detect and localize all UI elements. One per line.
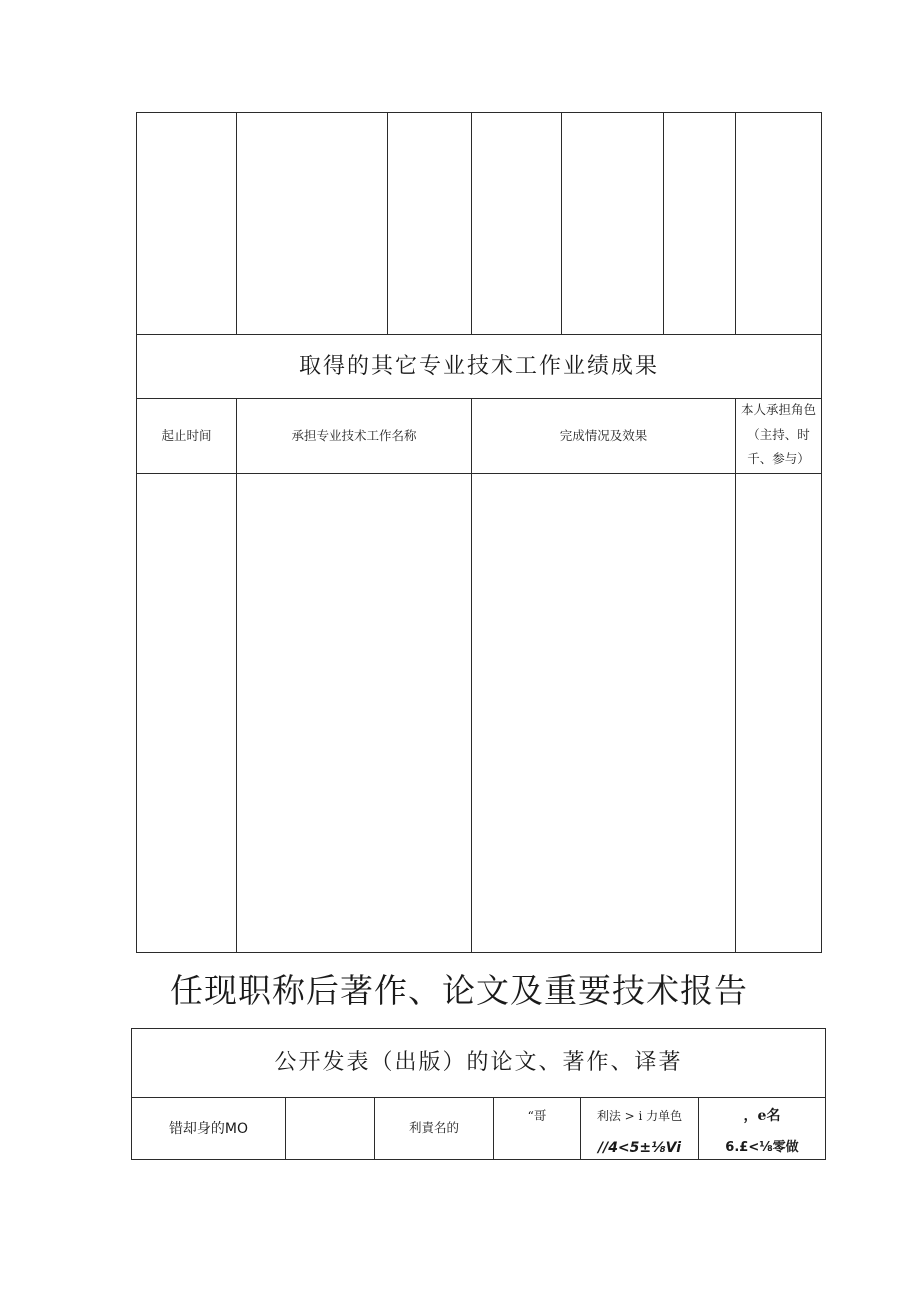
table-border-right — [825, 1028, 826, 1160]
page-heading: 任现职称后著作、论文及重要技术报告 — [170, 971, 748, 1010]
table-border-bottom — [131, 1159, 826, 1160]
column-divider — [236, 398, 237, 953]
header-work-name: 承担专业技术工作名称 — [291, 427, 417, 443]
column-divider — [663, 112, 664, 334]
header-col4: “哥 — [527, 1108, 547, 1123]
header-col5-line1: 利法 > i 力单色 — [596, 1109, 683, 1123]
column-divider — [561, 112, 562, 334]
header-col6-line2: 6.£<⅛零做 — [725, 1140, 799, 1155]
header-col6-line1: ，e名 — [743, 1108, 781, 1124]
table-border-bottom — [136, 952, 822, 953]
table-border-right — [821, 112, 822, 953]
column-divider — [236, 112, 237, 334]
header-period: 起止时间 — [161, 427, 212, 443]
column-divider — [471, 112, 472, 334]
column-divider — [285, 1097, 286, 1160]
column-divider — [735, 112, 736, 334]
row-divider — [136, 473, 822, 474]
header-result: 完成情况及效果 — [559, 427, 648, 443]
header-role-line3: 千、参与） — [747, 451, 810, 466]
column-divider — [493, 1097, 494, 1160]
section-title: 公开发表（出版）的论文、著作、译著 — [274, 1050, 683, 1075]
header-role-line1: 本人承担角色 — [740, 402, 816, 417]
section-title: 取得的其它专业技术工作业绩成果 — [298, 353, 659, 379]
header-col5-line2: //4<5±⅛Vi — [597, 1140, 682, 1156]
header-col3: 利責名的 — [408, 1120, 459, 1136]
table-border-top — [136, 112, 822, 113]
column-divider — [735, 398, 736, 953]
header-role-line2: （主持、时 — [747, 427, 810, 442]
table-border-left — [136, 112, 137, 953]
column-divider — [387, 112, 388, 334]
header-col1: 错却身的MO — [168, 1120, 249, 1137]
column-divider — [471, 398, 472, 953]
